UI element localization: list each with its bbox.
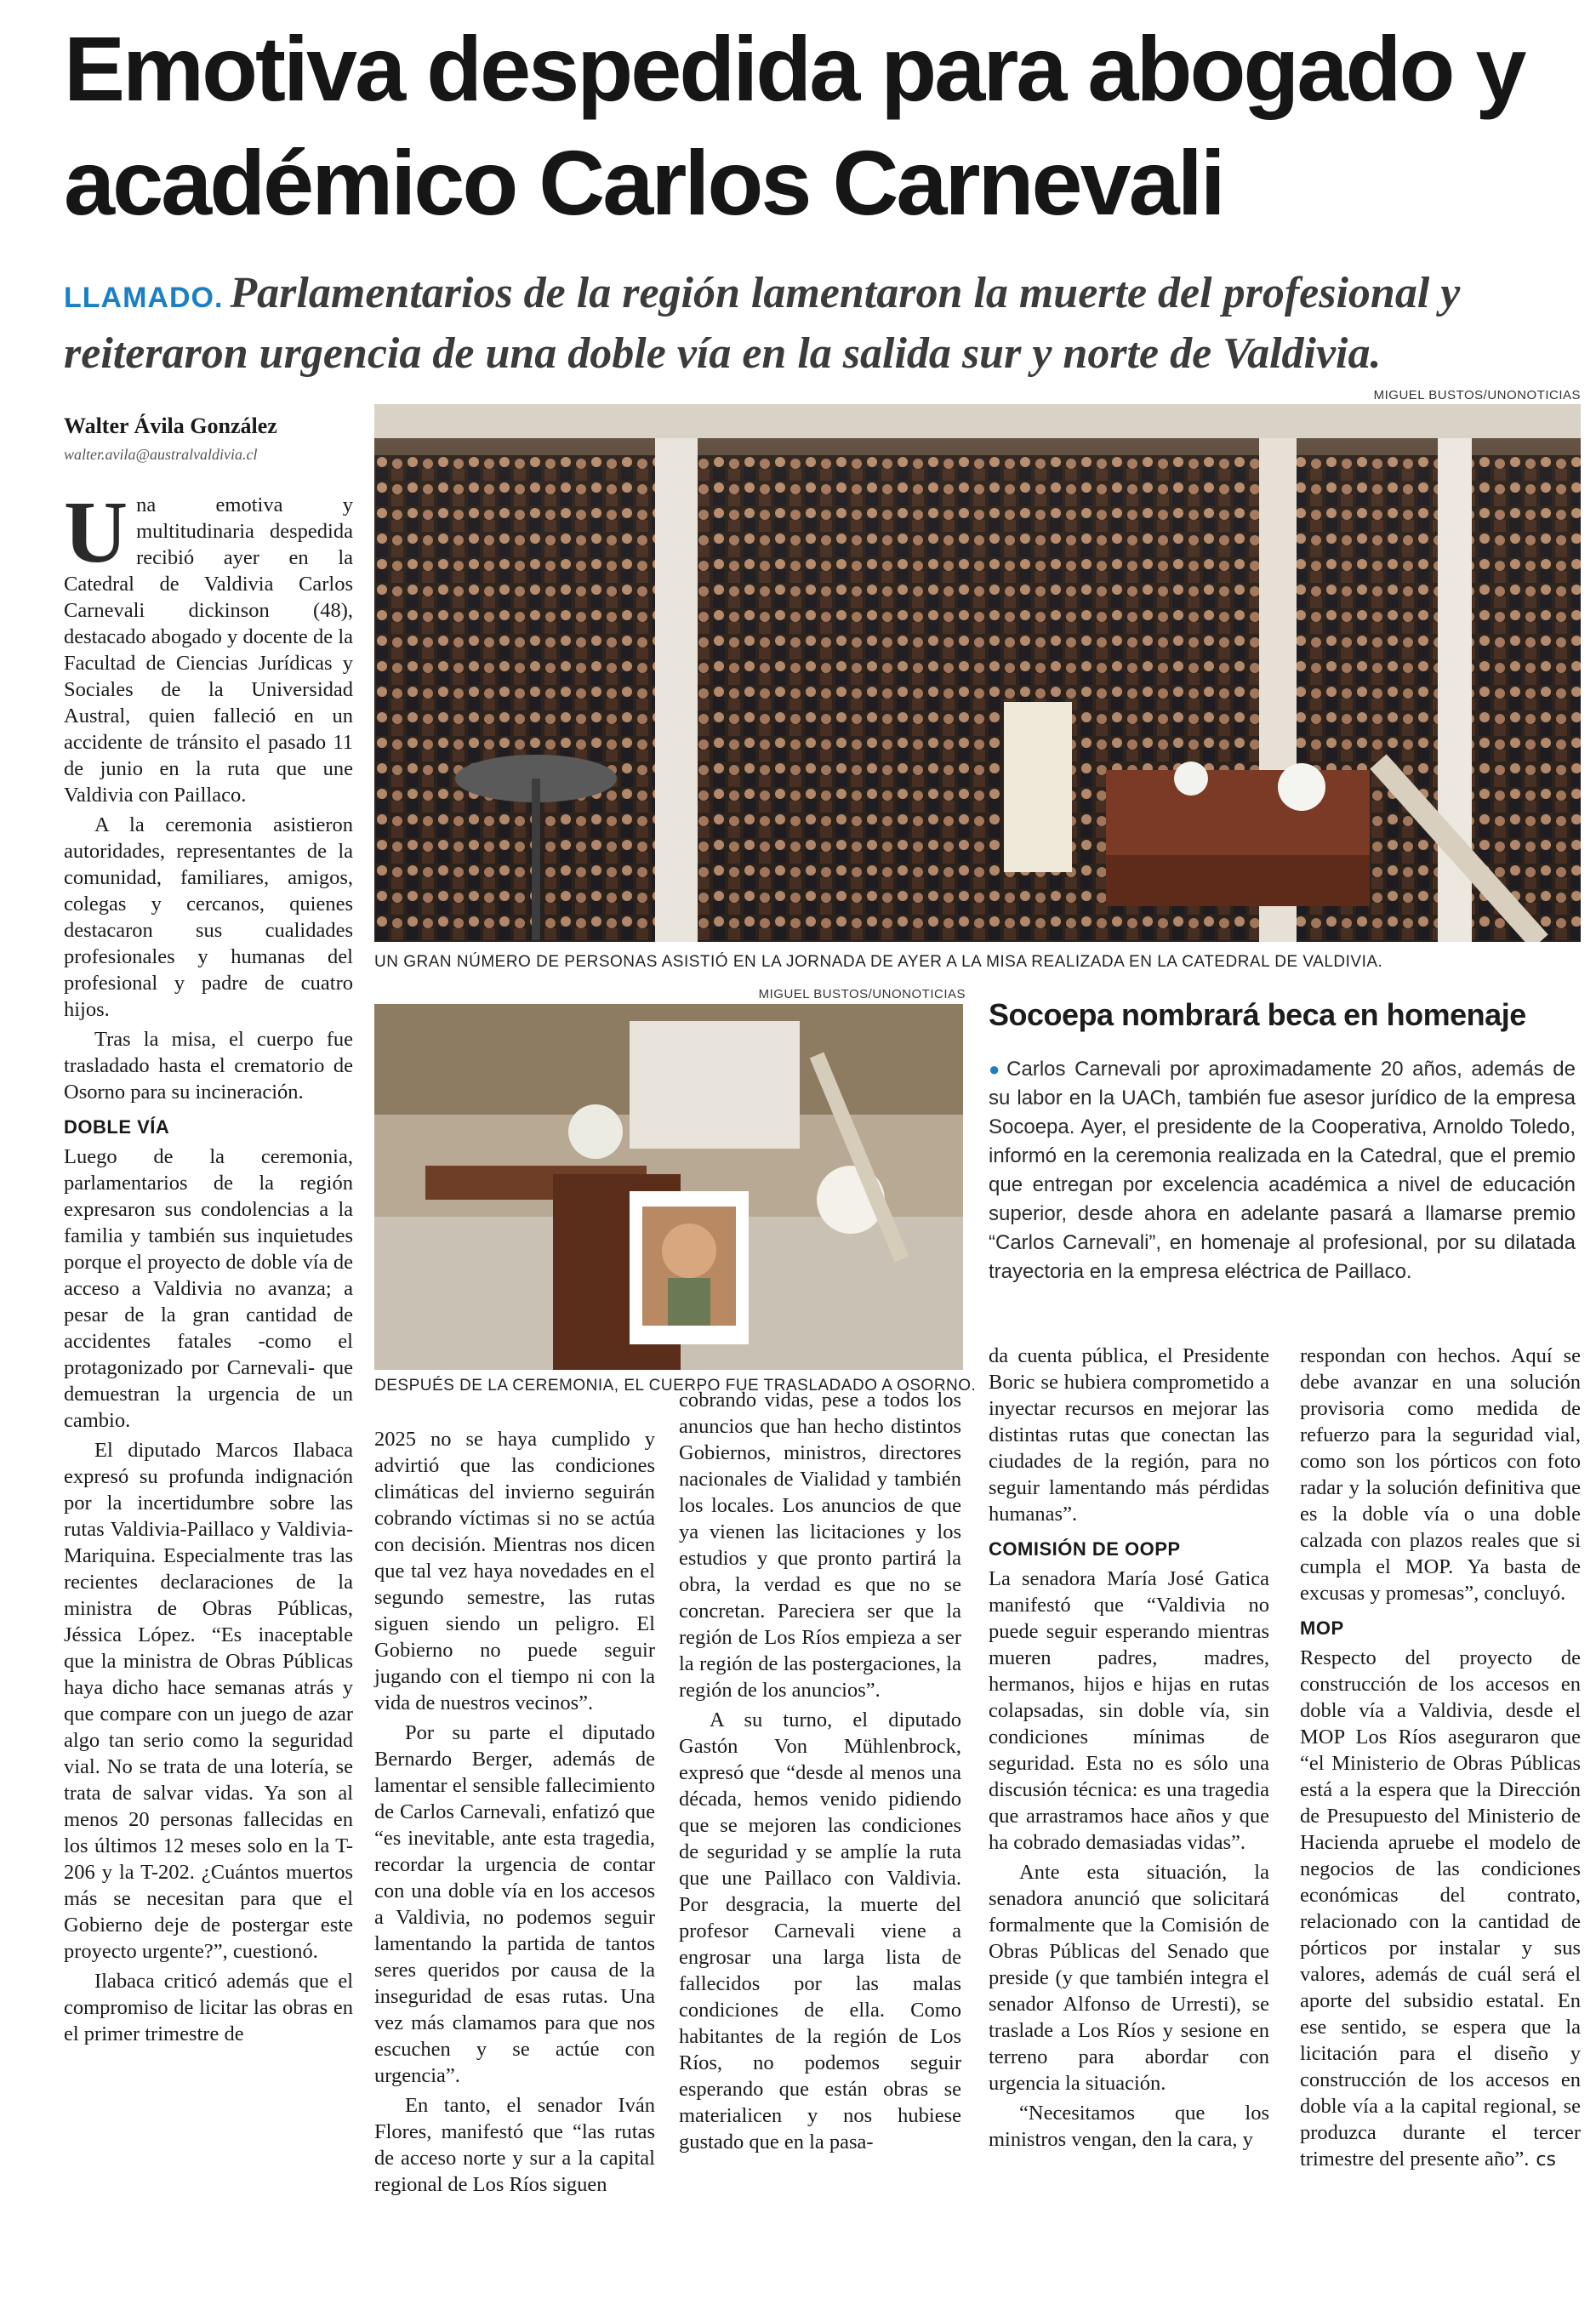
article-column-3 [679,1387,961,2159]
headline: Emotiva despedida para abogado y académico Carlos Carnevali [64,17,1525,234]
article-column-1 [64,483,353,2051]
paragraph: da cuenta pública, el Presidente Boric se hubiera comprometido a inyectar recursos en mejorar las distintas rutas que conectan las ciudades de la región, para no seguir lamentando más pérdidas humanas”. [989,1344,1269,1526]
lede [64,265,1561,382]
paragraph-text: Respecto del proyecto de construcción de los accesos en doble vía a Valdivia, desde el MOP Los Ríos aseguraron que “el Ministerio de Obras Públicas está a la espera que la Dirección de Presupuesto del Ministerio de Hacienda apruebe el modelo de negocios de las condiciones económicas del contrato, relacionado con la cantidad de pórticos por instalar y sus valores, además de cuál será el aporte del subsidio estatal. En ese sentido, se espera que la licitación para el diseño y construcción de los accesos en doble vía a la capital regional, se produzca durante el tercer trimestre del presente año”. [1300,1646,1581,2171]
byline-author: Walter Ávila González [64,414,277,438]
sidebar-box [989,997,1576,1286]
lede-text: Parlamentarios de la región lamentaron la muerte del profesional y reiteraron urgencia de una doble vía en la salida sur y norte de Valdivia. [64,269,1461,378]
photo-cathedral-mass-image [374,404,1581,942]
photo2-credit: MIGUEL BUSTOS/UNONOTICIAS [758,987,966,1001]
paragraph: Ilabaca criticó además que el compromiso de licitar las obras en el primer trimestre de [64,1970,353,2045]
bullet-icon: ● [989,1058,1004,1080]
sidebar-body-wrap [989,1055,1576,1286]
photo1-caption: UN GRAN NÚMERO DE PERSONAS ASISTIÓ EN LA JORNADA DE AYER A LA MISA REALIZADA EN LA CATEDRAL DE VALDIVIA. [374,953,1383,971]
paragraph: Ante esta situación, la senadora anunció que solicitará formalmente que la Comisión de Obras Públicas del Senado que preside (y que también integra el senador Alfonso de Urresti), se traslade a Los Ríos y sesione en terreno para abordar con urgencia la situación. [989,1861,1269,2095]
photo-altar-portrait-image [374,1004,963,1370]
paragraph: Por su parte el diputado Bernardo Berger, además de lamentar el sensible fallecimiento de Carlos Carnevali, enfatizó que “es inevitable, ante esta tragedia, recordar la urgencia de contar con una doble vía en los accesos a Valdivia, no podemos seguir lamentando la partida de tantos seres queridos por causa de la inseguridad de esas rutas. Una vez más clamamos para que nos escuchen y se actúe con urgencia”. [374,1721,655,2087]
paragraph: En tanto, el senador Iván Flores, manifestó que “las rutas de acceso norte y sur a la capital regional de Los Ríos siguen [374,2094,655,2196]
article-column-5 [1300,1343,1581,2176]
photo-cathedral-mass [374,404,1581,942]
article-column-4 [989,1343,1269,2156]
paragraph: “Necesitamos que los ministros vengan, den la cara, y [989,2102,1269,2151]
paragraph-text: na emotiva y multitudinaria despedida recibió ayer en la Catedral de Valdivia Carlos Carnevali dickinson (48), destacado abogado y docente de la Facultad de Ciencias Jurídicas y Sociales de la Universidad Austral, quien falleció en un accidente de tránsito el pasado 11 de junio en la ruta que une Valdivia con Paillaco. [64,493,353,807]
subheading-mop: MOP [1300,1617,1344,1639]
paragraph [64,483,353,808]
subheading-comision-oopp: COMISIÓN DE OOPP [989,1538,1181,1560]
photo2-caption: DESPUÉS DE LA CEREMONIA, EL CUERPO FUE TRASLADADO A OSORNO. [374,1377,977,1395]
paragraph: respondan con hechos. Aquí se debe avanzar en una solución provisoria como medida de refuerzo para la seguridad vial, como son los pórticos con foto radar y la solución definitiva que es la doble vía o una doble calzada con plazos reales que si cumpla el MOP. Ya basta de excusas y promesas”, concluyó. [1300,1344,1581,1605]
subheading-doble-via: DOBLE VÍA [64,1116,170,1138]
paragraph: A su turno, el diputado Gastón Von Mühlenbrock, expresó que “desde al menos una década, hemos venido pidiendo que se mejoren las condiciones de seguridad y se amplíe la ruta que une Paillaco con Valdivia. Por desgracia, la muerte del profesor Carnevali viene a engrosar una larga lista de fallecidos por las malas condiciones de ella. Como habitantes de la región de Los Ríos, no podemos seguir esperando que están obras se materialicen y nos hubiese gustado que en la pasa- [679,1709,961,2154]
paragraph: Luego de la ceremonia, parlamentarios de la región expresaron sus condolencias a la familia y también sus inquietudes porque el proyecto de doble vía de acceso a Valdivia no avanza; a pesar de la gran cantidad de accidentes fatales -como el protagonizado por Carnevali- que demuestran la urgencia de un cambio. [64,1145,353,1432]
byline-email[interactable]: walter.avila@australvaldivia.cl [64,446,258,463]
paragraph: A la ceremonia asistieron autoridades, representantes de la comunidad, familiares, amigos, colegas y cercanos, quienes destacaron sus cualidades profesionales y humanas del profesional y padre de cuatro hijos. [64,813,353,1021]
article-column-2 [374,1426,655,2201]
paragraph: La senadora María José Gatica manifestó que “Valdivia no puede seguir esperando mientras mueren padres, madres, hermanos, hijos e hijas en rutas colapsadas, sin doble vía, sin condiciones mínimas de seguridad. Esta no es sólo una discusión técnica: es una tragedia que arrastramos hace años y que ha cobrado demasiadas vidas”. [989,1567,1269,1854]
drop-cap: U [64,483,128,581]
photo-altar-portrait [374,1004,963,1370]
sidebar-title: Socoepa nombrará beca en homenaje [989,997,1526,1032]
end-mark-icon: cs [1536,2149,1556,2171]
paragraph [1300,1645,1581,2173]
paragraph: Tras la misa, el cuerpo fue trasladado hasta el crematorio de Osorno para su incineración. [64,1028,353,1104]
lede-kicker: LLAMADO. [64,282,224,314]
paragraph: 2025 no se haya cumplido y advirtió que las condiciones climáticas del invierno seguirán cobrando víctimas si no se actúa con decisión. Mientras nos dicen que tal vez haya novedades en el segundo semestre, las rutas siguen siendo un peligro. El Gobierno no puede seguir jugando con el tiempo ni con la vida de nuestros vecinos”. [374,1428,655,1714]
paragraph: cobrando vidas, pese a todos los anuncios que han hecho distintos Gobiernos, ministros, directores nacionales de Vialidad y también los locales. Los anuncios de que ya vienen las licitaciones y los estudios y que pronto partirá la obra, la verdad es que no se concretan. Pareciera ser que la región de Los Ríos empieza a ser la región de las postergaciones, la región de los anuncios”. [679,1389,961,1702]
photo1-credit: MIGUEL BUSTOS/UNONOTICIAS [1373,388,1581,402]
sidebar-body: Carlos Carnevali por aproximadamente 20 años, además de su labor en la UACh, también fue asesor jurídico de la empresa Socoepa. Ayer, el presidente de la Cooperativa, Arnoldo Toledo, informó en la ceremonia realizada en la Catedral, que el premio que entregan por excelencia académica a nivel de educación superior, desde ahora en adelante pasará a llamarse premio “Carlos Carnevali”, en homenaje al profesional, por su dilatada trayectoria en la empresa eléctrica de Paillaco. [989,1058,1576,1283]
paragraph: El diputado Marcos Ilabaca expresó su profunda indignación por la incertidumbre sobre las rutas Valdivia-Paillaco y Valdivia-Mariquina. Especialmente tras las recientes declaraciones de la ministra de Obras Públicas, Jéssica López. “Es inaceptable que la ministra de Obras Públicas haya dicho hace semanas atrás y que compare con un juego de azar algo tan serio como la seguridad vial. No se trata de una lotería, se trata de salvar vidas. Ya son al menos 20 personas fallecidas en los últimos 12 meses solo en la T-206 y la T-202. ¿Cuántos muertos más se necesitan para que el Gobierno deje de postergar este proyecto urgente?”, cuestionó. [64,1439,353,1963]
